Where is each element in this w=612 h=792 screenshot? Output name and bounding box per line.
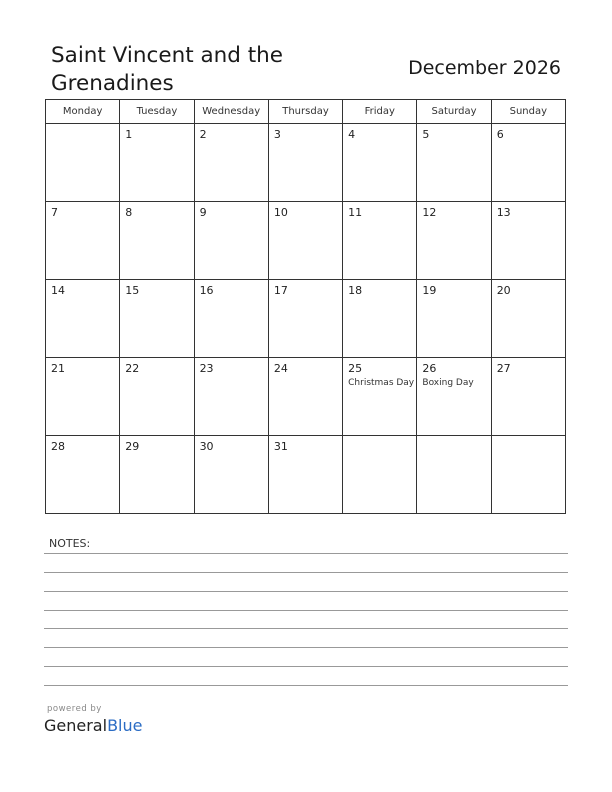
day-cell [46,436,120,514]
day-number: 28 [51,440,65,453]
day-number: 5 [422,128,430,141]
brand-blue: Blue [107,716,143,735]
day-number: 22 [125,362,140,375]
day-number: 30 [199,440,214,453]
day-cell [268,202,342,280]
day-number: 29 [125,440,140,453]
week-row [46,358,566,436]
day-number: 1 [125,128,133,141]
day-cell [491,202,565,280]
day-cell [194,202,268,280]
day-number: 12 [422,206,437,219]
day-number: 14 [51,284,65,297]
day-cell [268,124,342,202]
day-cell [46,280,120,358]
day-cell [417,358,491,436]
day-cell [268,280,342,358]
day-number: 20 [496,284,511,297]
weekday-wednesday: Wednesday [194,100,268,124]
day-number: 16 [199,284,214,297]
brand-general: General [44,716,108,735]
day-number: 9 [199,206,207,219]
day-cell [120,124,194,202]
weekday-tuesday: Tuesday [120,100,194,124]
day-number: 6 [496,128,504,141]
day-number: 2 [199,128,207,141]
week-row [46,280,566,358]
note-line [44,553,568,554]
weekday-thursday: Thursday [268,100,342,124]
week-row [46,202,566,280]
note-line [44,610,568,611]
note-line [44,666,568,667]
note-line [44,685,568,686]
day-cell [120,358,194,436]
note-line [44,572,568,573]
day-number: 21 [51,362,65,375]
day-number: 10 [273,206,288,219]
day-cell [343,358,417,436]
day-number: 23 [199,362,214,375]
day-cell [46,124,120,202]
day-cell [120,280,194,358]
day-number: 24 [273,362,288,375]
day-cell [46,358,120,436]
weekday-monday: Monday [46,100,120,124]
notes-label: NOTES: [49,537,91,550]
day-cell [194,124,268,202]
calendar-grid [45,99,566,514]
day-cell [46,202,120,280]
day-cell [343,280,417,358]
week-row [46,436,566,514]
day-cell [194,436,268,514]
country-title: Saint Vincent and the Grenadines [51,43,284,96]
day-cell [343,124,417,202]
day-cell [343,436,417,514]
day-cell [268,358,342,436]
day-number: 19 [422,284,437,297]
day-cell [417,436,491,514]
day-cell [194,280,268,358]
day-number: 13 [496,206,511,219]
note-line [44,591,568,592]
weekday-friday: Friday [343,100,417,124]
day-number: 3 [273,128,281,141]
day-number: 27 [496,362,511,375]
day-cell [491,280,565,358]
note-line [44,647,568,648]
day-number: 25 [348,362,363,375]
day-cell [194,358,268,436]
month-title: December 2026 [408,57,561,79]
day-number: 7 [51,206,58,219]
day-number: 31 [273,440,288,453]
day-cell [491,436,565,514]
day-number: 4 [348,128,356,141]
weekday-saturday: Saturday [417,100,491,124]
day-number: 17 [273,284,288,297]
day-number: 11 [348,206,363,219]
day-cell [417,202,491,280]
day-cell [120,202,194,280]
powered-by-text: powered by [47,704,102,714]
day-cell [343,202,417,280]
week-row [46,124,566,202]
day-cell [417,280,491,358]
day-cell [491,124,565,202]
day-cell [491,358,565,436]
generalblue-logo [44,716,142,735]
day-cell [417,124,491,202]
holiday-label: Christmas Day [348,378,415,388]
day-number: 15 [125,284,140,297]
day-cell [120,436,194,514]
day-number: 8 [125,206,133,219]
note-line [44,628,568,629]
day-number: 26 [422,362,437,375]
weekday-header-row [46,100,566,124]
weekday-sunday: Sunday [491,100,565,124]
holiday-label: Boxing Day [422,378,474,388]
day-number: 18 [348,284,363,297]
day-cell [268,436,342,514]
